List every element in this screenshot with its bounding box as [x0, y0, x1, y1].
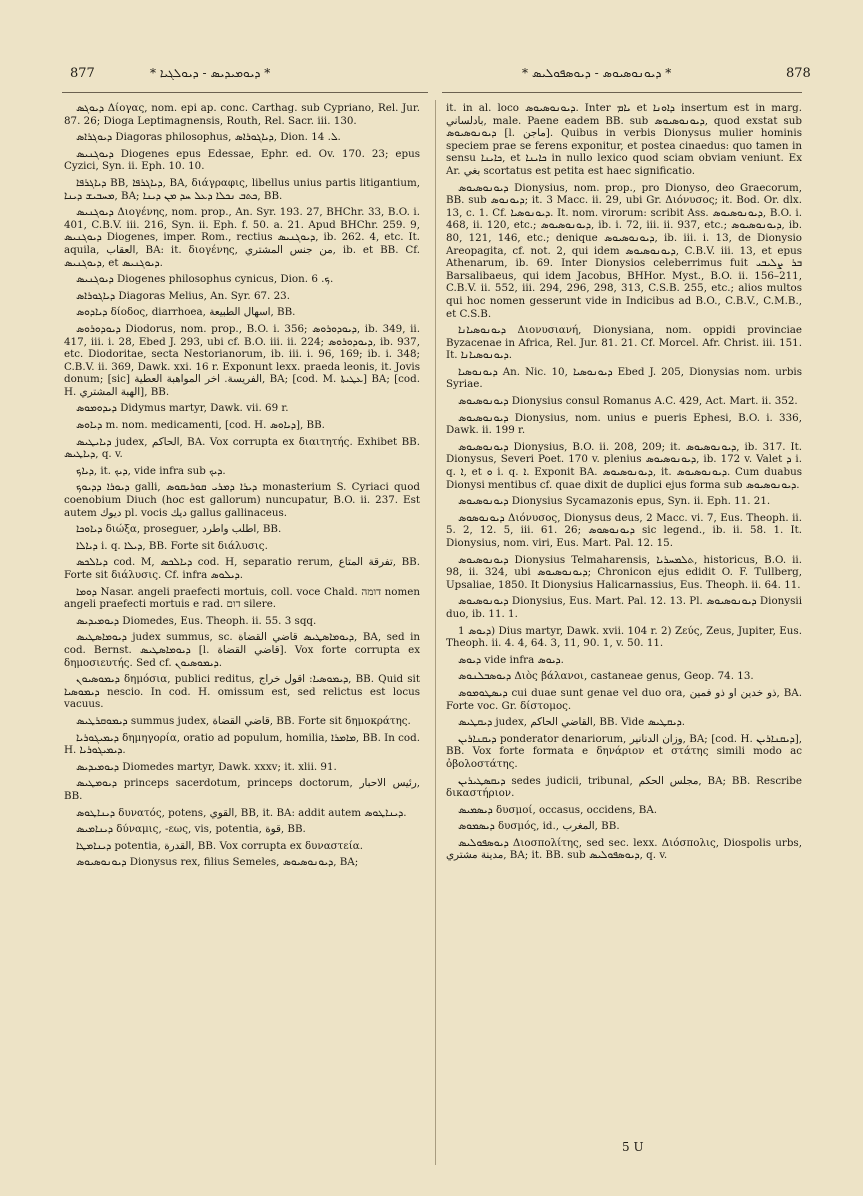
dictionary-entry: ܕܝܘܢܘܣܝܘܣ Dionysius, nom. unius e pueris Ephesi, B.O. i. 336, Dawk. ii. 199 r.	[446, 411, 802, 437]
dictionary-entry: ܕܝܘܡܝܕܝܣ Diomedes martyr, Dawk. xxxv; it. xlii. 91.	[76, 760, 337, 773]
dictionary-entry: ܕܝܣܛܘܡܘܣ cui duae sunt genae vel duo ora, ذو خدين او ذو فمين, BA. Forte voc. Gr. δίστομος.	[446, 686, 802, 712]
dictionary-entry: ܕܝܘܢܘܣܝܘܣ Dionysius Sycamazonis epus, Syn. ii. Eph. 11. 21.	[458, 495, 771, 508]
dictionary-entry: ܕܝܩܣܛܝܪܝܢ sedes judicii, tribunal, مجلس الحكم, BA; BB. Rescribe δικαστήριον.	[446, 774, 802, 800]
dictionary-entry: ܕܝܐܟ, it. ܕܝܟ, vide infra sub ܕܝܟ.	[76, 464, 226, 477]
right-column	[446, 100, 802, 866]
dictionary-entry: ܕܝܢܐܛܘܣ δυνατός, potens, القوي, BB, it. BA: addit autem ܕܝܢܐܛܘܣ.	[76, 806, 407, 819]
dictionary-entry: ܕܝܘܓܢܝܣ Diogenes philosophus cynicus, Dion. ܟ. 6.	[76, 273, 334, 286]
dictionary-entry: ܕܝܘܢܘܣܝܘܣ Dionysius, B.O. ii. 208, 209; it. ܕܝܘܢܘܣܝܘܣ, ib. 317. It. Dionysus, Severi Poet. 170 v. plenius ܕܝܘܢܘܣܝܘܣ, ib. 172 v. Valet ܕ i. q. ܐ, et ܘ i. q. ܐ. Exponit BA. ܕܝܘܢܘܣܝܘܣ, it. ܕܝܘܢܘܣܝܘܣ. Cum duabus Dionysi mentibus cf. quae dixit de duplici ejus forma sub ܕܝܘܢܘܣܝܘܣ.	[446, 440, 802, 491]
dictionary-entry: ܕܝܘܓܣ Δίογας, nom. epi ap. conc. Carthag. sub Cypriano, Rel. Jur. 87. 26; Dioga Leptimagnensis, Routh, Rel. Sacr. iii. 130.	[64, 102, 420, 127]
dictionary-entry: ܕܝܘܢܘܣܝܘܣ Dionysius consul Romanus A.C. 429, Act. Mart. ii. 352.	[458, 395, 798, 408]
header-rule-right	[442, 92, 802, 93]
dictionary-entry: ܕܝܐܘܟܐ διώξα, proseguer, اطلب واطرد, BB.	[76, 523, 282, 536]
dictionary-entry: ܕܝܡܝܓܘܪܝܐ δημηγορία, oratio ad populum, homilia, ܡܐܡܪܐ, BB. In cod. H. ܕܝܡܝܓܘܪܝܐ.	[64, 731, 420, 757]
dictionary-entry: ܕܘܡܐ Nasar. angeli praefecti mortuis, coll. voce Chald. דומה nomen angeli praefecti mortuis e rad. דום silere.	[64, 585, 420, 611]
dictionary-entry: ܕܝܘܢܘܣܝܐ An. Nic. 10, ܕܝܘܢܘܣܝܐ Ebed J. 205, Dionysias nom. urbis Syriae.	[446, 365, 803, 391]
dictionary-entry: ܕܝܘܕܘܪܘܣ Diodorus, nom. prop., B.O. i. 356; ܕܝܘܕܘܪܘܣ, ib. 349, ii. 417, iii. i. 28, Ebed J. 293, ubi cf. B.O. iii. ii. 224; ܕܝܘܕܘܪܘܣ, ib. 937, etc. Diodoritae, secta Nestorianorum, ib. iii. i. 96, 169; ib. i. 348; C.B.V. ii. 369, Dawk. xxi. 16 r. Exponunt lexx. praeda leonis, it. Jovis donum; [sic] الفريسة. اخر المواهبة العطية, BA; [cod. M. ܥܛܝܬܐ] BA; [cod. H. الهبة المشتري], BB.	[64, 322, 420, 398]
dictionary-entry: ܕܝܘܢܘܣܘܣ Διόνυσος, Dionysus deus, 2 Macc. vi. 7, Eus. Theoph. ii. 5. 2, 12. 5, iii. 61. 26; ܕܝܘܢܘܣܘܣ sic legend., ib. ii. 58. 1. It. Dionysius, nom. viri, Eus. Mart. Pal. 12. 15.	[446, 511, 802, 549]
dictionary-entry: ܕܝܘܣܒܠܢܘܣ Διὸς βάλανοι, castaneae genus, Geop. 74. 13.	[458, 670, 754, 683]
dictionary-entry: ܕܝܘܢܘܣܝܘܣ Dionysus rex, filius Semeles, ܕܝܘܢܘܣܝܘܣ, BA;	[76, 856, 359, 869]
dictionary-entry: ܕܝܐܠܟܣ cod. M, ܕܝܐܠܟܣ cod. H, separatio rerum, تفرقة المتاع, BB. Forte sit διάλυσις. Cf. infra ܕܝܠܘܣ.	[64, 556, 421, 581]
dictionary-entry: ܕܝܡܘܩܪܛܝܣ summus judex, قاضي القضاة, BB. Forte sit δημοκράτης.	[76, 714, 411, 727]
dictionary-entry: ܕܝܘܣܦܘܠܝܣ Διοσπολίτης, sed sec. lexx. Διόσπολις, Diospolis urbs, مدينة مشتري, BA; it. BB. sub ܕܝܘܣܦܘܠܝܣ, q. v.	[446, 836, 802, 862]
dictionary-entry: it. in al. loco ܕܝܘܢܘܣܝܘܣ. Inter ܝܐܡ et ܕܐܘܢܐ insertum est in marg. بادلساني, male. Paene eadem BB. sub ܕܝܘܢܘܣܝܘܣ, quod exstat sub ܕܝܘܢܘܣܝܘܣ [l. ماجن]. Quibus in verbis Dionysus mulier hominis speciem prae se ferens exponitur, et postea cinaedus: quo tamen in sensu ܟܐܝܢܐ, et ܟܐܝܢܐ in nullo lexico quod sciam obviam veniunt. Ex Ar. بغي scortatus est petita est haec significatio.	[446, 102, 802, 177]
dictionary-entry: ܕܝܕܘܡܘܣ Didymus martyr, Dawk. vii. 69 r.	[76, 402, 289, 415]
right-running-head: * ܕܝܘܢܘܣܝܘܣ - ܕܝܘܣܦܘܠܝܣ *	[522, 66, 672, 80]
dictionary-entry: ܕܝܘܓܪܐܣ Diagoras philosophus, ܕܝܐܓܘܪܐܣ, Dion. ܠ. 14.	[76, 131, 341, 144]
dictionary-entry: ܕܝܐܕܘܣ δίοδος, diarrhoea, اسهال الطبيعة, BB.	[76, 306, 296, 319]
dictionary-entry: ܕܝܡܘܣܝܘܢ δημόσια, publici reditus, ܕܝܡܘܣܝܐ: اقول خراج, BB. Quid sit ܕܝܡܘܣܝܐ nescio. In cod. H. omissum est, sed relictus est locus vacuus.	[64, 673, 420, 711]
dictionary-entry: ܕܝܩܛܝܣ judex, القاضي الحاكم, BB. Vide ܕܝܩܛܝܣ.	[458, 716, 685, 729]
left-column	[64, 100, 420, 873]
header-rule-left	[62, 92, 428, 93]
dictionary-entry: ܕܝܘܡܛܝܣ princeps sacerdotum, princeps doctorum, رئيس الاحبار, BB.	[64, 777, 420, 802]
left-running-head: * ܕܝܘܡܝܕܝܣ - ܕܝܘܠܓܝܐ *	[150, 66, 271, 80]
dictionary-entry: ܕܝܘܢܘܣܝܘܣ Dionysius, Eus. Mart. Pal. 12. 13. Pl. ܕܝܘܢܘܣܝܘܣ Dionysii duo, ib. 11. 1.	[446, 595, 802, 620]
dictionary-entry: ܕܝܐܘܣ m. nom. medicamenti, [cod. H. ܕܝܐܘܣ], BB.	[76, 419, 325, 432]
dictionary-entry: ܕܝܘܢܘܣܝܘܣ Dionysius Telmaharensis, ܬܠܡܚܪܝܐ, historicus, B.O. ii. 98, ii. 324, ubi ܕܝܘܢܘܣܝܘܣ; Chronicon ejus edidit O. F. Tullberg, Upsaliae, 1850. It Dionysius Halicarnassius, Eus. Theoph. ii. 64. 11.	[446, 553, 803, 591]
dictionary-entry: ܕܝܘܓܢܝܣ Διογένης, nom. prop., An. Syr. 193. 27, BHChr. 33, B.O. i. 401, C.B.V. iii. 216, Syn. ii. Eph. f. 50. a. 21. Apud BHChr. 259. 9, ܕܝܘܓܢܝܣ Diogenes, imper. Rom., rectius ܕܝܘܓܢܝܣ, ib. 262. 4, etc. It. aquila, العقاب, BA: it. διογένης, من جنس المشتري, ib. et BB. Cf. ܕܝܘܓܢܝܣ, et ܕܝܘܓܢܝܣ.	[64, 206, 420, 269]
dictionary-entry: ܕܝܐܝܛܝܣ judex, الحاكم, BA. Vox corrupta ex διαιτητής. Exhibet BB. ܕܝܐܛܝܣ, q. v.	[64, 435, 420, 461]
right-page-number: 878	[786, 66, 811, 81]
dictionary-entry: ܕܝܘܪܐ ܕܕܝܘܟ galli, ܕܝܪܐ ܕܡܪܝ ܩܘܪܝܩܘܣ monasterium S. Cyriaci quod coenobium Diuch (hoc est gallorum) nuncupatur, B.O. ii. 237. Est autem ديوك pl. vocis ديك gallus gallinaceus.	[64, 481, 420, 519]
dictionary-entry: ܕܝܢܐܡܛܐ potentia, القدرة, BB. Vox corrupta ex δυναστεία.	[76, 839, 363, 852]
left-page-number: 877	[70, 66, 95, 81]
dictionary-entry: ܕܝܩܢܐܪܝܢ ponderator denariorum, وزان الدنانير, BA; [cod. H. ܕܝܩܢܐܪܝܢ], BB. Vox forte formata e δηνάριον et στάτης simili modo ac ὀβολοστάτης.	[446, 732, 802, 770]
dictionary-entry: ܕܝܘܡܝܕܝܣ Diomedes, Eus. Theoph. ii. 55. 3 sqq.	[76, 614, 317, 627]
dictionary-entry: ܕܝܘܡܐܣܛܝܣ judex summus, sc. ܕܝܘܡܐܣܛܝܣ قاضي القضاة, BA, sed in cod. Bernst. ܕܝܘܡܐܣܛܝܣ [l. قاضي القضاة]. Vox forte corrupta ex δημοσιευτής. Sed cf. ܕܝܡܘܣܝܘܢ.	[64, 631, 421, 669]
dictionary-entry: ܕܝܘܓܢܝܣ Diogenes epus Edessae, Ephr. ed. Ov. 170. 23; epus Cyzici, Syn. ii. Eph. 10. 10.	[64, 147, 420, 173]
dictionary-entry: ܕܝܘܢܘܣܝܐܢܐ Διονυσιανή, Dionysiana, nom. oppidi provinciae Byzacenae in Africa, Rel. Jur. 81. 21. Cf. Morcel. Afr. Christ. iii. 151. It. ܕܝܘܢܘܣܝܐܢܐ.	[446, 324, 802, 362]
dictionary-entry: ܕܝܐܓܪܦܐ BB, ܕܝܐܓܪܦܐ, BA, διάγραφις, libellus unius partis litigantium, ܡܚܒܝܫ ܕܝܢܐ, BA; ܟܬܒ ܢܟܠܐ ܕܥܠ ܚܕ ܡܢ ܕܝܢܐ, BB.	[64, 176, 421, 202]
dictionary-entry: ܕܝܘܢܘܣܝܘܣ Dionysius, nom. prop., pro Dionyso, deo Graecorum, BB. sub ܕܝܘܢܘܣ; it. 3 Macc. ii. 29, ubi Gr. Διόνυσος; it. Bod. Or. dlx. 13, c. 1. Cf. ܕܝܘܢܘܣܝܐ. It. nom. virorum: scribit Ass. ܕܝܘܢܘܣܝܘܣ, B.O. i. 468, ii. 120, etc.; ܕܝܘܢܘܣܝܘܣ, ib. i. 72, iii. ii. 937, etc.; ܕܝܘܢܘܣܝܘܣ, ib. 80, 121, 146, etc.; denique ܕܝܘܢܘܣܝܘܣ, ib. iii. i. 13, de Dionysio Areopagita, cf. not. 2, qui idem ܕܝܘܢܘܣܝܘܣ, C.B.V. iii. 13, et epus Athenarum, ib. 69. Inter Dionysios celeberrimus fuit ܒܪ ܨܠܝܒܝ Barsalibaeus, qui idem Jacobus, BHHor. Myst., B.O. ii. 156–211, C.B.V. ii. 552, iii. 294, 296, 298, 313, C.S.B. 255, etc.; alios multos qui hoc nomen gesserunt vide in Indicibus ad B.O., C.B.V., C.M.B., et C.S.B.	[446, 181, 802, 320]
dictionary-entry: ܕܝܣܡܝܣ δυσμοί, occasus, occidens, BA.	[458, 803, 658, 816]
dictionary-entry: ܕܝܘܣ 1) Dius martyr, Dawk. xvii. 104 r. 2) Ζεύς, Zeus, Jupiter, Eus. Theoph. ii. 4. 4, 64. 3, 11, 90. 1, v. 50. 11.	[446, 624, 802, 650]
signature-mark: 5 U	[622, 1140, 644, 1154]
dictionary-entry: ܕܝܢܐܡܝܣ δύναμις, -εως, vis, potentia, قوة, BB.	[76, 823, 306, 836]
dictionary-entry: ܕܝܣܡܘܣ δυσμός, id., المغرب, BB.	[458, 820, 620, 833]
column-divider	[435, 100, 436, 1165]
dictionary-entry: ܕܝܐܠܐ i. q. ܕܝܠܐ, BB. Forte sit διάλυσις.	[76, 539, 268, 552]
dictionary-entry: ܕܝܘܣ vide infra ܕܝܘܣ.	[458, 653, 564, 666]
dictionary-entry: ܕܝܐܓܘܪܐܣ Diagoras Melius, An. Syr. 67. 23.	[76, 289, 290, 302]
